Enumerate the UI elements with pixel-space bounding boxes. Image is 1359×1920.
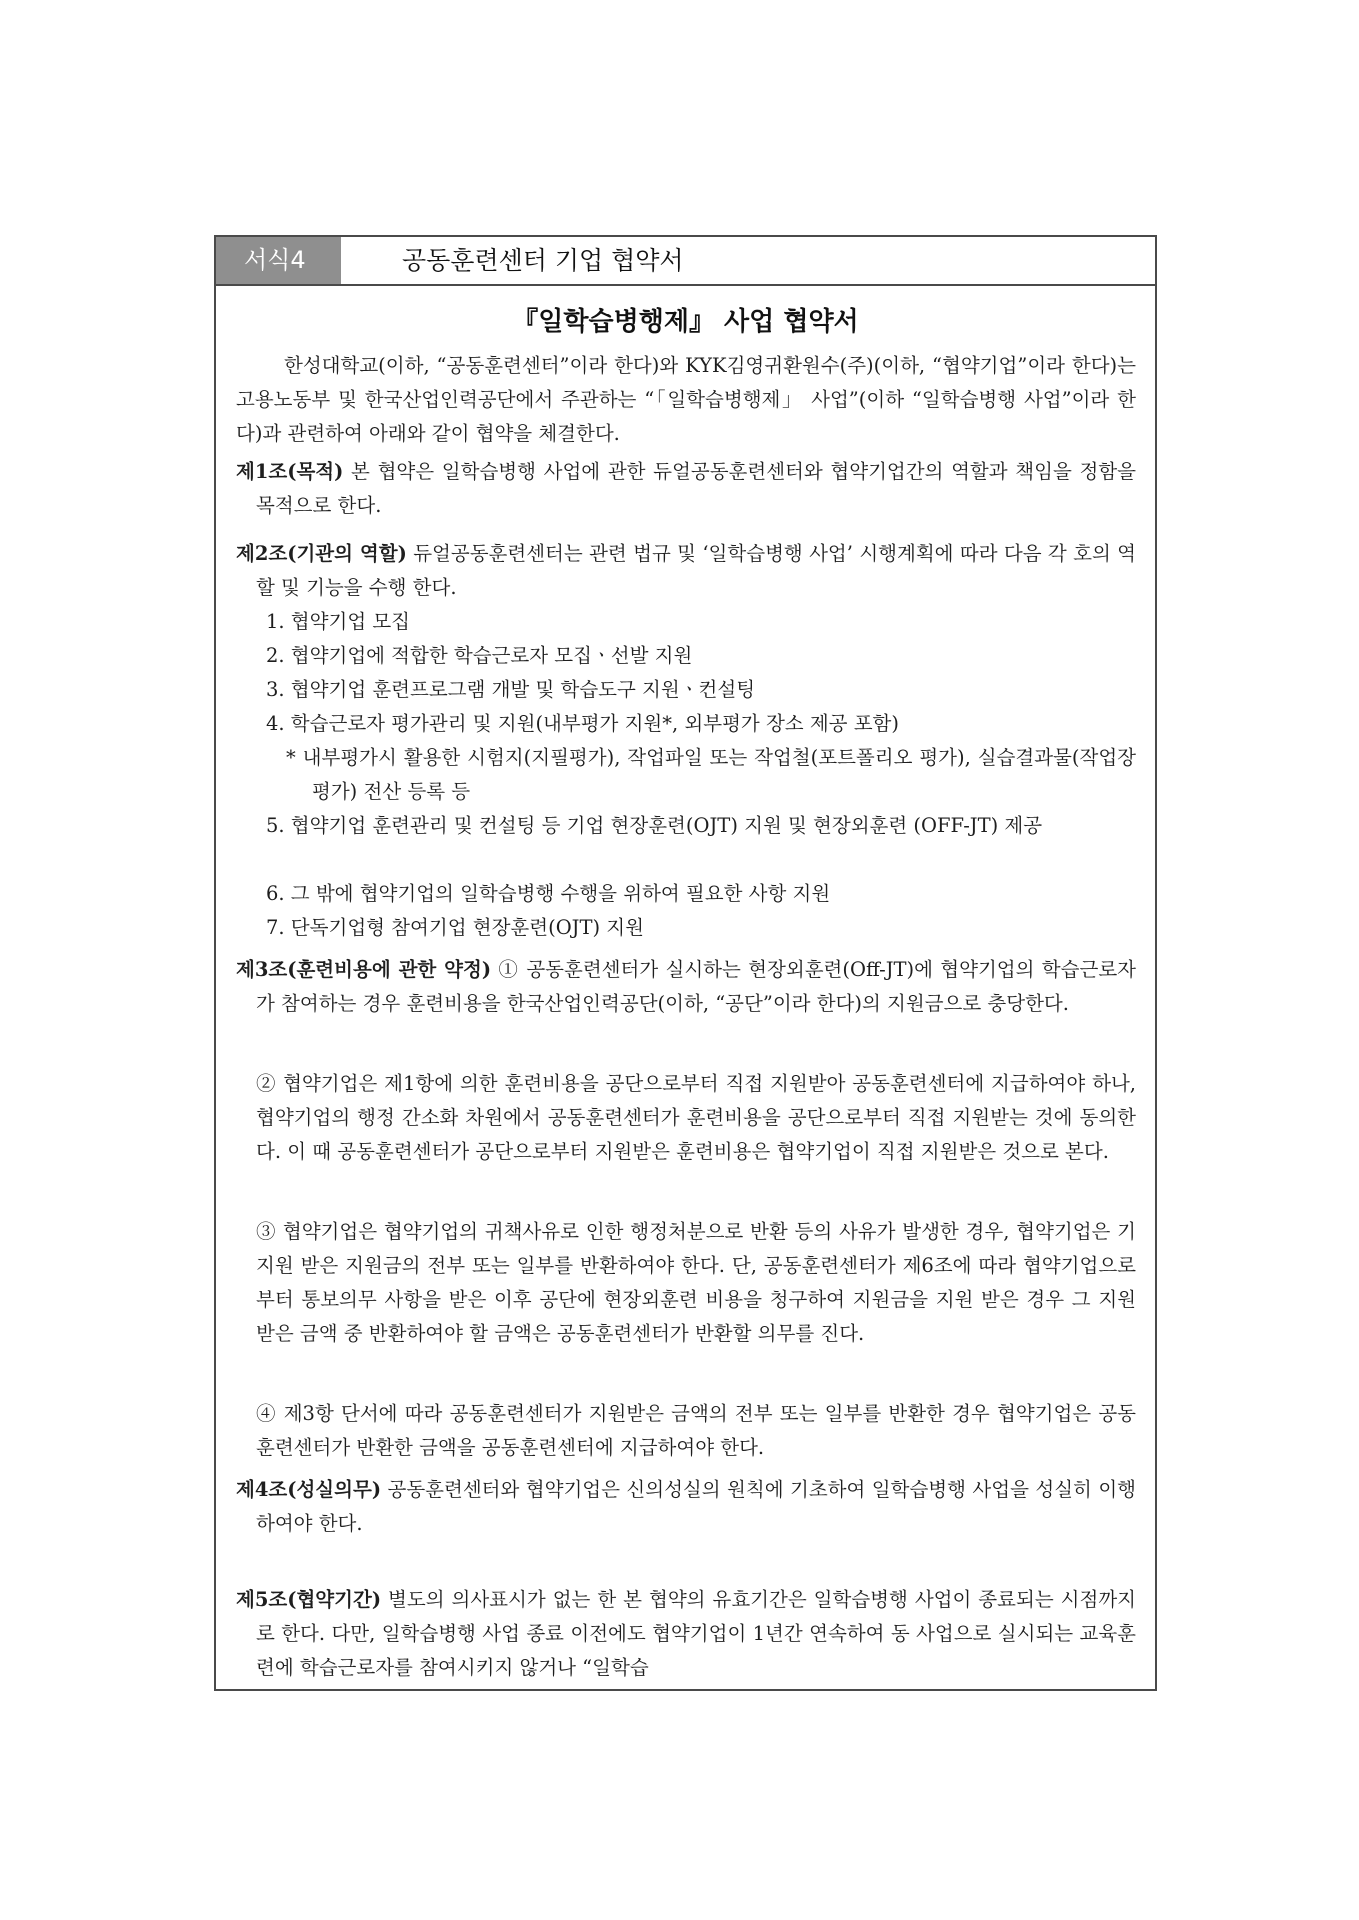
article-5-heading: 제5조(협약기간) [236, 1588, 382, 1611]
article-2-heading: 제2조(기관의 역할) [236, 542, 407, 565]
article-5-text: 별도의 의사표시가 없는 한 본 협약의 유효기간은 일학습병행 사업이 종료되는 시점까지로 한다. 다만, 일학습병행 사업 종료 이전에도 협약기업이 1년간 연속하여 동 사업으로 실시되는 교육훈련에 학습근로자를 참여시키지 않거나 “일학습 [256, 1588, 1136, 1679]
article-4 [236, 1473, 1136, 1541]
article-3 [236, 953, 1136, 1021]
article-5 [236, 1583, 1136, 1685]
article-4-text: 공동훈련센터와 협약기업은 신의성실의 원칙에 기초하여 일학습병행 사업을 성실히 이행하여야 한다. [256, 1478, 1136, 1535]
list-item: 3. 협약기업 훈련프로그램 개발 및 학습도구 지원ㆍ컨설팅 [266, 678, 756, 701]
form-number-tag: 서식4 [216, 237, 341, 284]
intro-paragraph: 한성대학교(이하, “공동훈련센터”이라 한다)와 KYK김영귀환원수(주)(이하, “협약기업”이라 한다)는 고용노동부 및 한국산업인력공단에서 주관하는 “「일학습병행제」 사업”(이하 “일학습병행 사업”이라 한다)과 관련하여 아래와 같이 협약을 체결한다. [236, 354, 1136, 445]
article-3-para-1: ① 공동훈련센터가 실시하는 현장외훈련(Off-JT)에 협약기업의 학습근로자가 참여하는 경우 훈련비용을 한국산업인력공단(이하, “공단”이라 한다)의 지원금으로 충당한다. [256, 958, 1136, 1015]
document-title: 『일학습병행제』 사업 협약서 [512, 307, 859, 337]
list-item: 2. 협약기업에 적합한 학습근로자 모집ㆍ선발 지원 [266, 644, 693, 667]
agreement-document [214, 235, 1157, 1691]
article-1-heading: 제1조(목적) [236, 460, 344, 483]
form-title: 공동훈련센터 기업 협약서 [402, 246, 684, 275]
form-header [216, 237, 1155, 286]
article-3-heading: 제3조(훈련비용에 관한 약정) [236, 958, 492, 981]
article-3-para-4: ④ 제3항 단서에 따라 공동훈련센터가 지원받은 금액의 전부 또는 일부를 반환한 경우 협약기업은 공동훈련센터가 반환한 금액을 공동훈련센터에 지급하여야 한다. [256, 1402, 1136, 1459]
list-item: 6. 그 밖에 협약기업의 일학습병행 수행을 위하여 필요한 사항 지원 [266, 882, 831, 905]
list-item: 7. 단독기업형 참여기업 현장훈련(OJT) 지원 [266, 916, 644, 939]
list-item: 5. 협약기업 훈련관리 및 컨설팅 등 기업 현장훈련(OJT) 지원 및 현장외훈련 (OFF-JT) 제공 [266, 814, 1043, 837]
article-1 [236, 455, 1136, 523]
article-1-text: 본 협약은 일학습병행 사업에 관한 듀얼공동훈련센터와 협약기업간의 역할과 책임을 정함을 목적으로 한다. [256, 460, 1136, 517]
article-2-text: 듀얼공동훈련센터는 관련 법규 및 ‘일학습병행 사업’ 시행계획에 따라 다음 각 호의 역할 및 기능을 수행 한다. [256, 542, 1136, 599]
article-3-para-2: ② 협약기업은 제1항에 의한 훈련비용을 공단으로부터 직접 지원받아 공동훈련센터에 지급하여야 하나, 협약기업의 행정 간소화 차원에서 공동훈련센터가 훈련비용을 공단으로부터 직접 지원받는 것에 동의한다. 이 때 공동훈련센터가 공단으로부터 지원받은 훈련비용은 협약기업이 직접 지원받은 것으로 본다. [256, 1072, 1136, 1163]
article-2 [236, 537, 1136, 605]
article-3-para-3: ③ 협약기업은 협약기업의 귀책사유로 인한 행정처분으로 반환 등의 사유가 발생한 경우, 협약기업은 기지원 받은 지원금의 전부 또는 일부를 반환하여야 한다. 단, 공동훈련센터가 제6조에 따라 협약기업으로부터 통보의무 사항을 받은 이후 공단에 현장외훈련 비용을 청구하여 지원금을 지원 받은 경우 그 지원 받은 금액 중 반환하여야 할 금액은 공동훈련센터가 반환할 의무를 진다. [256, 1220, 1136, 1345]
list-footnote: * 내부평가시 활용한 시험지(지필평가), 작업파일 또는 작업철(포트폴리오 평가), 실습결과물(작업장 평가) 전산 등록 등 [286, 746, 1136, 803]
list-item: 1. 협약기업 모집 [266, 610, 411, 633]
list-item: 4. 학습근로자 평가관리 및 지원(내부평가 지원*, 외부평가 장소 제공 포함) [266, 712, 899, 735]
article-4-heading: 제4조(성실의무) [236, 1478, 382, 1501]
